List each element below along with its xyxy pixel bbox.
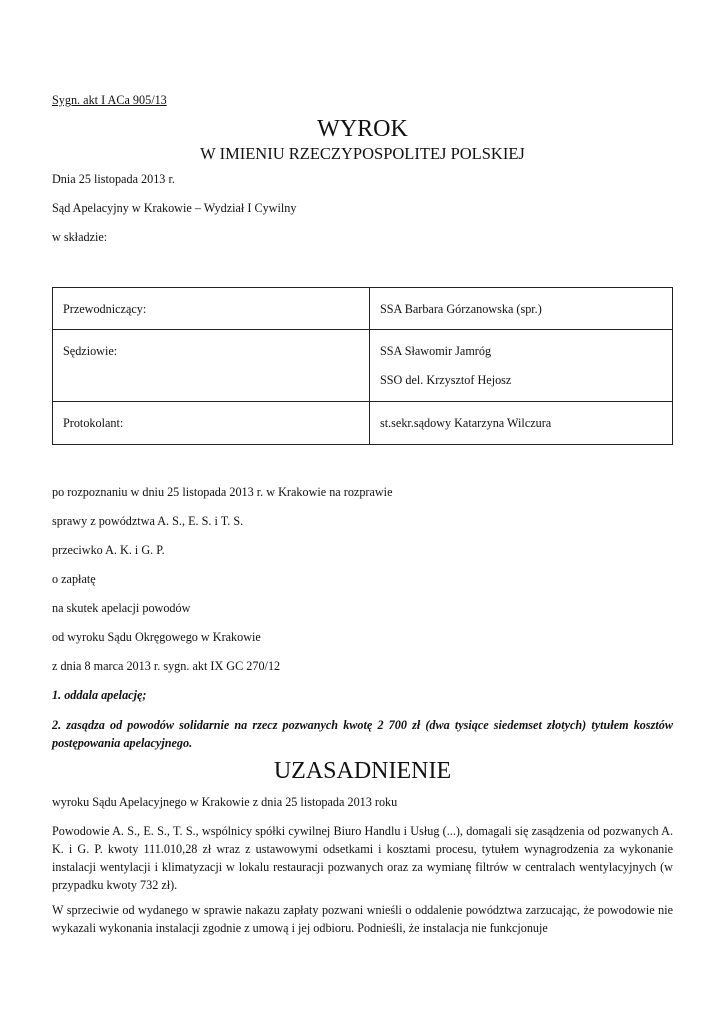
recorder-label: Protokolant: <box>53 402 370 445</box>
justification-title: UZASADNIENIE <box>273 758 452 784</box>
proceedings-line: na skutek apelacji powodów <box>52 601 191 615</box>
proceedings-line: przeciwko A. K. i G. P. <box>52 543 165 557</box>
proceedings-line: po rozpoznaniu w dniu 25 listopada 2013 r. w Krakowie na rozprawie <box>52 485 393 499</box>
judges-value <box>370 330 673 402</box>
judgment-subtitle: W IMIENIU RZECZYPOSPOLITEJ POLSKIEJ <box>200 144 525 163</box>
judges-row <box>53 330 673 402</box>
bench-table <box>52 287 673 445</box>
ruling-2: 2. zasądza od powodów solidarnie na rzecz pozwanych kwotę 2 700 zł (dwa tysiące siedemset złotych) tytułem kosztów postępowania apelacyjnego. <box>52 718 673 750</box>
proceedings-line: o zapłatę <box>52 572 96 586</box>
proceedings-line: z dnia 8 marca 2013 r. sygn. akt IX GC 270/12 <box>52 659 281 673</box>
justification-intro: wyroku Sądu Apelacyjnego w Krakowie z dnia 25 listopada 2013 roku <box>52 795 398 809</box>
date-line: Dnia 25 listopada 2013 r. <box>52 172 175 186</box>
presiding-value: SSA Barbara Górzanowska (spr.) <box>370 288 673 330</box>
recorder-row <box>53 402 673 445</box>
composition-line: w składzie: <box>52 230 108 244</box>
judgment-title: WYROK <box>317 116 408 142</box>
presiding-label: Przewodniczący: <box>53 288 370 330</box>
recorder-value: st.sekr.sądowy Katarzyna Wilczura <box>370 402 673 445</box>
case-signature: Sygn. akt I ACa 905/13 <box>52 93 167 107</box>
paragraph-1: Powodowie A. S., E. S., T. S., wspólnicy spółki cywilnej Biuro Handlu i Usług (...), domagali się zasądzenia od pozwanych A. K. i G. P. kwoty 111.010,28 zł wraz z ustawowymi odsetkami i kosztami procesu, tytułem wynagrodzenia za wykonanie instalacji wentylacji i klimatyzacji w lokalu restauracji pozwanych oraz za wymianę filtrów w centralach wentylacyjnych (w przypadku kwoty 732 zł). <box>52 824 673 892</box>
judge-1: SSA Sławomir Jamróg <box>380 344 492 358</box>
judge-2: SSO del. Krzysztof Hejosz <box>380 373 512 387</box>
ruling-1: 1. oddala apelację; <box>52 688 147 702</box>
court-line: Sąd Apelacyjny w Krakowie – Wydział I Cywilny <box>52 201 297 215</box>
presiding-row <box>53 288 673 330</box>
judges-label: Sędziowie: <box>53 330 370 402</box>
proceedings-line: sprawy z powództwa A. S., E. S. i T. S. <box>52 514 244 528</box>
paragraph-2: W sprzeciwie od wydanego w sprawie nakazu zapłaty pozwani wnieśli o oddalenie powództwa zarzucając, że powodowie nie wykazali wykonania instalacji zgodnie z umową i jej odbioru. Podnieśli, że instalacja nie funkcjonuje <box>52 903 673 935</box>
proceedings-line: od wyroku Sądu Okręgowego w Krakowie <box>52 630 261 644</box>
